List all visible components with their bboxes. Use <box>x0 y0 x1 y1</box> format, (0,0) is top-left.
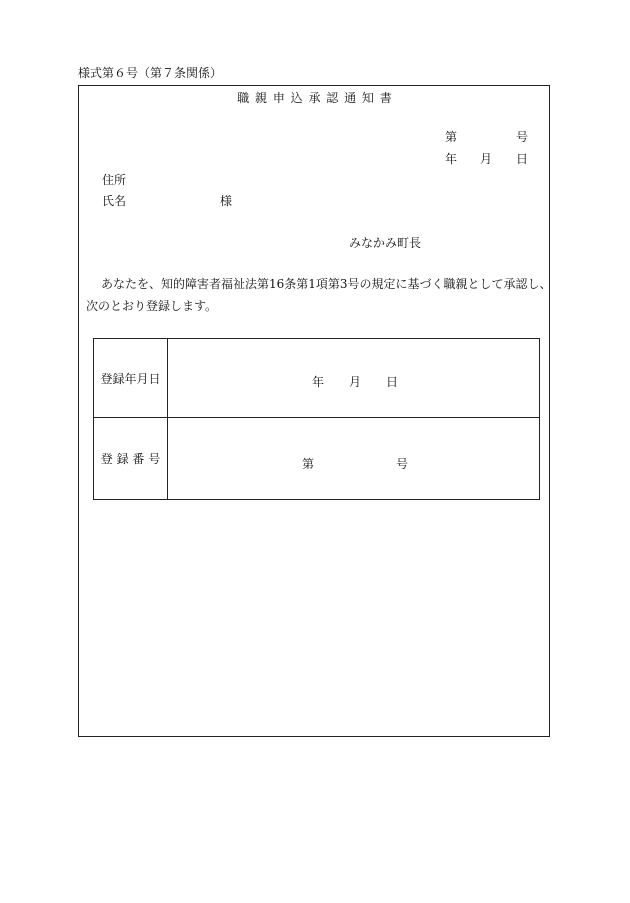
registration-date-year: 年 <box>312 375 325 389</box>
recipient-name-label: 氏名 <box>102 194 127 208</box>
notice-date-month: 月 <box>480 152 493 166</box>
registration-date-day: 日 <box>386 375 399 389</box>
registration-number-label: 登 録 番 号 <box>94 417 168 499</box>
registration-table <box>93 338 540 500</box>
form-number-label: 様式第６号（第７条関係） <box>78 66 223 80</box>
issuer-name: みなかみ町長 <box>349 236 422 250</box>
body-text-line-1: あなたを、知的障害者福祉法第16条第1項第3号の規定に基づく職親として承認し、 <box>101 277 552 291</box>
recipient-address-label: 住所 <box>102 173 127 187</box>
registration-date-label: 登録年月日 <box>94 339 168 417</box>
registration-number-suffix: 号 <box>396 457 409 471</box>
body-text-line-2: 次のとおり登録します。 <box>86 299 218 313</box>
registration-date-value <box>168 339 539 417</box>
notice-number-prefix: 第 <box>445 130 458 144</box>
recipient-honorific: 様 <box>220 194 233 208</box>
notice-date-year: 年 <box>445 152 458 166</box>
registration-number-row <box>94 417 539 499</box>
notice-number-suffix: 号 <box>516 130 529 144</box>
registration-number-value <box>168 417 539 499</box>
registration-date-month: 月 <box>349 375 362 389</box>
notice-date-day: 日 <box>516 152 529 166</box>
registration-number-prefix: 第 <box>302 457 315 471</box>
registration-date-row <box>94 339 539 418</box>
document-title: 職 親 申 込 承 認 通 知 書 <box>237 91 393 105</box>
